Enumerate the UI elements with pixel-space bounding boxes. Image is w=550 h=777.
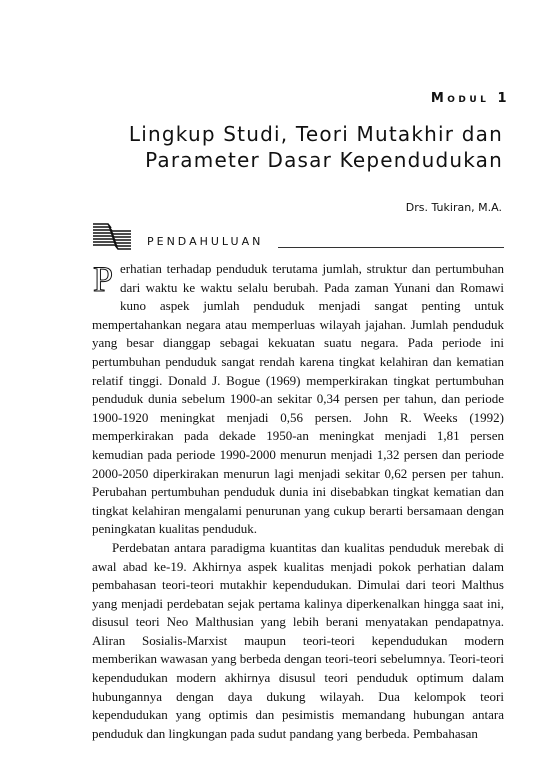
chapter-title-line-1: Lingkup Studi, Teori Mutakhir dan	[128, 122, 503, 146]
section-heading: PENDAHULUAN	[147, 235, 264, 248]
section-header	[92, 222, 504, 250]
drop-cap-letter: P	[93, 261, 114, 299]
drop-cap	[92, 261, 116, 299]
paragraph-1	[92, 260, 504, 539]
author-name: Drs. Tukiran, M.A.	[405, 201, 502, 214]
module-label: Modul 1	[430, 91, 510, 106]
book-icon	[92, 222, 132, 250]
paragraph-1-text: erhatian terhadap penduduk terutama jumlah, struktur dan pertumbuhan dari waktu ke waktu selalu berubah. Pada zaman Yunani dan Romawi kuno aspek jumlah penduduk menjadi sangat penting untuk mempertahankan negara atau memperluas wilayah jajahan. Jumlah penduduk yang besar dianggap sebagai kekuatan suatu negara. Pada periode ini pertumbuhan penduduk sangat rendah karena tingkat kelahiran dan kematian relatif tinggi. Donald J. Bogue (1969) memperkirakan tingkat pertumbuhan penduduk dunia sebelum 1900-an sekitar 0,34 persen per tahun, dan periode 1900-1920 meningkat menjadi 0,56 persen. John R. Weeks (1992) memperkirakan pada dekade 1950-an meningkat menjadi 1,81 persen kemudian pada periode 1990-2000 menurun menjadi 1,32 persen dan periode 2000-2050 diperkirakan menurun lagi menjadi sekitar 0,62 persen per tahun. Perubahan pertumbuhan penduduk dunia ini disebabkan tingkat kematian dan tingkat kelahiran mengalami penurunan yang cukup berarti bersamaan dengan peningkatan kualitas penduduk.	[92, 261, 504, 537]
section-divider	[278, 247, 504, 248]
chapter-title	[129, 121, 503, 173]
body-text	[92, 260, 504, 743]
paragraph-2: Perdebatan antara paradigma kuantitas dan kualitas penduduk merebak di awal abad ke-19. Akhirnya aspek kualitas menjadi pokok perhatian dalam pembahasan teori-teori mutakhir kependudukan. Dimulai dari teori Malthus yang menjadi perdebatan sejak pertama kalinya diperkenalkan hingga saat ini, disusul teori Neo Malthusian yang lebih berani menyatakan pendapatnya. Aliran Sosialis-Marxist maupun teori-teori kependudukan modern memberikan wawasan yang berbeda dengan teori-teori sebelumnya. Teori-teori kependudukan modern akhirnya disusul teori penduduk optimum dalam hubungannya dengan daya dukung wilayah. Dua kelompok teori kependudukan yang optimis dan pesimistis memandang hubungan antara penduduk dan lingkungan pada sudut pandang yang berbeda. Pembahasan	[92, 539, 504, 741]
chapter-title-line-2: Parameter Dasar Kependudukan	[145, 148, 503, 172]
